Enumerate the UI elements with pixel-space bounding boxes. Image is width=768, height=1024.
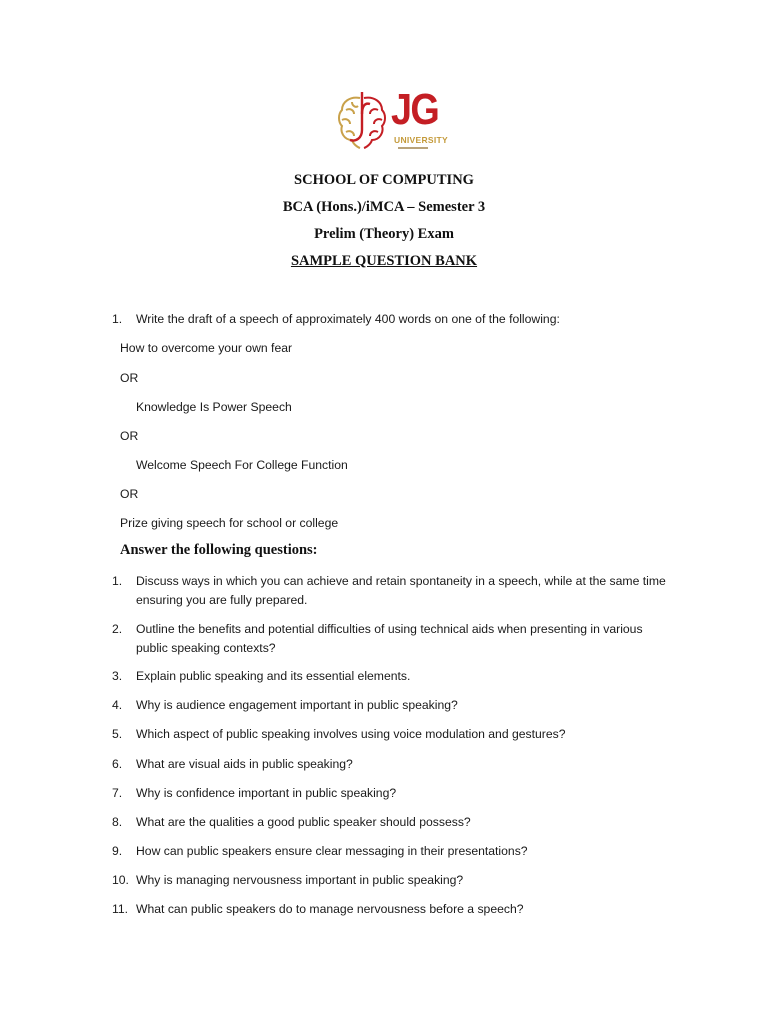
question-number: 5. [112,727,123,741]
question-text: What are the qualities a good public speaker should possess? [136,815,471,829]
question-text: Why is managing nervousness important in public speaking? [136,873,464,887]
or-separator: OR [120,487,139,501]
question-number: 3. [112,669,123,683]
question-number: 9. [112,844,123,858]
question-text: Discuss ways in which you can achieve and retain spontaneity in a speech, while at the same time ensuring you are fully prepared. [136,574,666,607]
logo-brand-text: JG [391,85,439,134]
speech-option: Knowledge Is Power Speech [136,400,292,414]
question-text: Outline the benefits and potential difficulties of using technical aids when presenting in various public speaking contexts? [136,622,643,655]
speech-question-prompt: Write the draft of a speech of approximately 400 words on one of the following: [136,312,560,326]
university-logo [336,85,449,154]
question-number: 1. [112,574,123,588]
question-number: 8. [112,815,123,829]
question-number: 10. [112,873,129,887]
or-separator: OR [120,429,139,443]
question-text: What can public speakers do to manage nervousness before a speech? [136,902,524,916]
program-name: BCA (Hons.)/iMCA – Semester 3 [282,199,486,215]
question-text: Why is audience engagement important in public speaking? [136,698,458,712]
school-name: SCHOOL OF COMPUTING [294,172,474,188]
question-text: Why is confidence important in public speaking? [136,786,397,800]
logo-tagline-line [398,147,428,149]
question-text: Explain public speaking and its essential elements. [136,669,411,683]
question-text: Which aspect of public speaking involves using voice modulation and gestures? [136,727,566,741]
question-number: 6. [112,757,123,771]
question-number: 7. [112,786,123,800]
brain-emblem-icon [336,90,388,154]
question-text: How can public speakers ensure clear messaging in their presentations? [136,844,528,858]
section-title: Answer the following questions: [120,542,318,558]
question-number: 11. [112,902,129,916]
exam-name: Prelim (Theory) Exam [314,226,454,242]
speech-option: How to overcome your own fear [120,341,293,355]
or-separator: OR [120,371,139,385]
speech-option: Prize giving speech for school or college [120,516,339,530]
question-text: What are visual aids in public speaking? [136,757,353,771]
logo-subtitle: UNIVERSITY [394,135,449,145]
question-number: 4. [112,698,123,712]
document-title: SAMPLE QUESTION BANK [290,253,478,269]
speech-option: Welcome Speech For College Function [136,458,348,472]
question-number: 2. [112,622,123,636]
speech-question-number: 1. [112,312,123,326]
